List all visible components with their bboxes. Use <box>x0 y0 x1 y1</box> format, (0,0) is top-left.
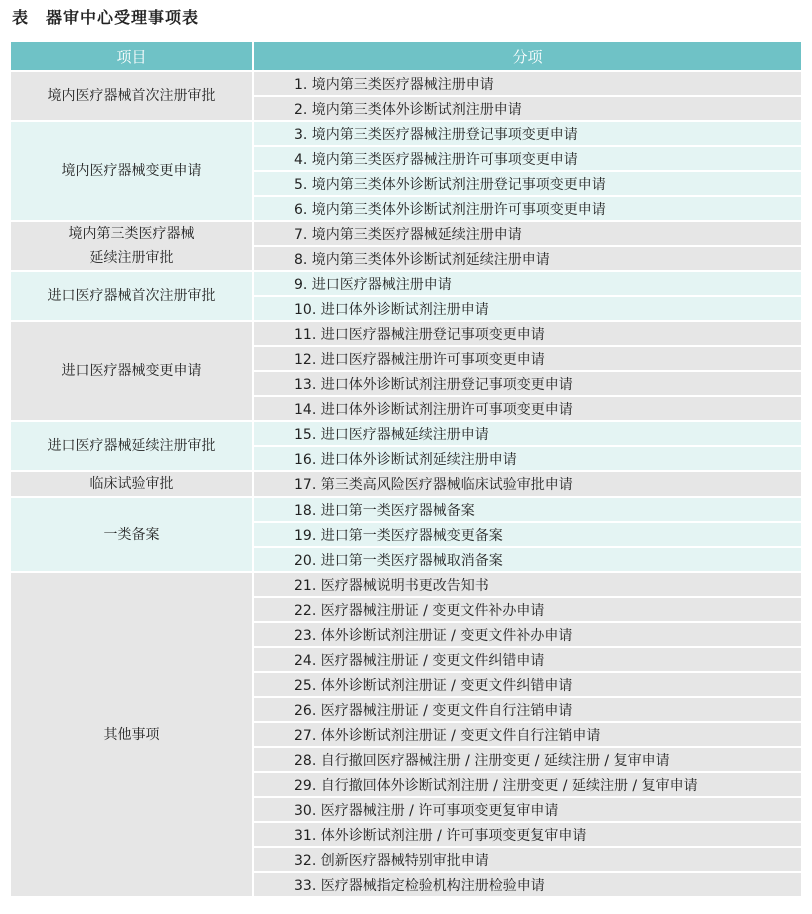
table-row <box>11 71 801 96</box>
table-row <box>11 421 801 446</box>
subitem-cell: 3. 境内第三类医疗器械注册登记事项变更申请 <box>253 121 801 146</box>
table-body <box>11 71 801 897</box>
category-cell <box>11 572 253 897</box>
header-project: 项目 <box>11 42 253 71</box>
subitem-cell: 27. 体外诊断试剂注册证 / 变更文件自行注销申请 <box>253 722 801 747</box>
subitem-cell: 20. 进口第一类医疗器械取消备案 <box>253 547 801 572</box>
subitem-cell: 10. 进口体外诊断试剂注册申请 <box>253 296 801 321</box>
table-title: 表 器审中心受理事项表 <box>12 8 200 27</box>
category-cell <box>11 221 253 271</box>
subitem-cell: 5. 境内第三类体外诊断试剂注册登记事项变更申请 <box>253 171 801 196</box>
subitem-cell: 4. 境内第三类医疗器械注册许可事项变更申请 <box>253 146 801 171</box>
subitem-cell: 19. 进口第一类医疗器械变更备案 <box>253 522 801 547</box>
subitem-cell: 23. 体外诊断试剂注册证 / 变更文件补办申请 <box>253 622 801 647</box>
table-row <box>11 572 801 597</box>
subitem-cell: 28. 自行撤回医疗器械注册 / 注册变更 / 延续注册 / 复审申请 <box>253 747 801 772</box>
subitem-cell: 16. 进口体外诊断试剂延续注册申请 <box>253 446 801 471</box>
category-cell <box>11 421 253 471</box>
subitem-cell: 31. 体外诊断试剂注册 / 许可事项变更复审申请 <box>253 822 801 847</box>
subitem-cell: 26. 医疗器械注册证 / 变更文件自行注销申请 <box>253 697 801 722</box>
subitem-cell: 8. 境内第三类体外诊断试剂延续注册申请 <box>253 246 801 271</box>
subitem-cell: 30. 医疗器械注册 / 许可事项变更复审申请 <box>253 797 801 822</box>
category-label-line: 延续注册审批 <box>89 250 174 266</box>
category-cell <box>11 321 253 421</box>
acceptance-items-table <box>11 42 801 898</box>
category-label-line: 临床试验审批 <box>89 476 174 492</box>
category-label-line: 其他事项 <box>103 726 160 743</box>
subitem-cell: 22. 医疗器械注册证 / 变更文件补办申请 <box>253 597 801 622</box>
subitem-cell: 9. 进口医疗器械注册申请 <box>253 271 801 296</box>
subitem-cell: 7. 境内第三类医疗器械延续注册申请 <box>253 221 801 246</box>
category-cell <box>11 271 253 321</box>
table-row <box>11 221 801 246</box>
table-row <box>11 497 801 522</box>
header-subitem: 分项 <box>253 42 801 71</box>
subitem-cell: 12. 进口医疗器械注册许可事项变更申请 <box>253 346 801 371</box>
subitem-cell: 21. 医疗器械说明书更改告知书 <box>253 572 801 597</box>
subitem-cell: 2. 境内第三类体外诊断试剂注册申请 <box>253 96 801 121</box>
subitem-cell: 14. 进口体外诊断试剂注册许可事项变更申请 <box>253 396 801 421</box>
category-label-line: 进口医疗器械首次注册审批 <box>47 288 216 304</box>
category-cell <box>11 71 253 121</box>
category-cell <box>11 497 253 572</box>
subitem-cell: 13. 进口体外诊断试剂注册登记事项变更申请 <box>253 371 801 396</box>
category-label-line: 境内第三类医疗器械 <box>68 226 195 242</box>
subitem-cell: 11. 进口医疗器械注册登记事项变更申请 <box>253 321 801 346</box>
subitem-cell: 6. 境内第三类体外诊断试剂注册许可事项变更申请 <box>253 196 801 221</box>
subitem-cell: 25. 体外诊断试剂注册证 / 变更文件纠错申请 <box>253 672 801 697</box>
subitem-cell: 17. 第三类高风险医疗器械临床试验审批申请 <box>253 471 801 497</box>
category-cell <box>11 471 253 497</box>
category-label-line: 一类备案 <box>103 526 160 543</box>
subitem-cell: 33. 医疗器械指定检验机构注册检验申请 <box>253 872 801 897</box>
category-label-line: 进口医疗器械变更申请 <box>61 363 202 379</box>
category-cell <box>11 121 253 221</box>
subitem-cell: 29. 自行撤回体外诊断试剂注册 / 注册变更 / 延续注册 / 复审申请 <box>253 772 801 797</box>
subitem-cell: 15. 进口医疗器械延续注册申请 <box>253 421 801 446</box>
category-label-line: 境内医疗器械变更申请 <box>61 163 202 179</box>
category-label-line: 进口医疗器械延续注册审批 <box>47 438 216 454</box>
subitem-cell: 1. 境内第三类医疗器械注册申请 <box>253 71 801 96</box>
table-header-row <box>11 42 801 71</box>
table-row <box>11 121 801 146</box>
subitem-cell: 24. 医疗器械注册证 / 变更文件纠错申请 <box>253 647 801 672</box>
category-label-line: 境内医疗器械首次注册审批 <box>47 88 216 104</box>
subitem-cell: 32. 创新医疗器械特别审批申请 <box>253 847 801 872</box>
table-row <box>11 321 801 346</box>
table-row <box>11 471 801 497</box>
table-row <box>11 271 801 296</box>
subitem-cell: 18. 进口第一类医疗器械备案 <box>253 497 801 522</box>
